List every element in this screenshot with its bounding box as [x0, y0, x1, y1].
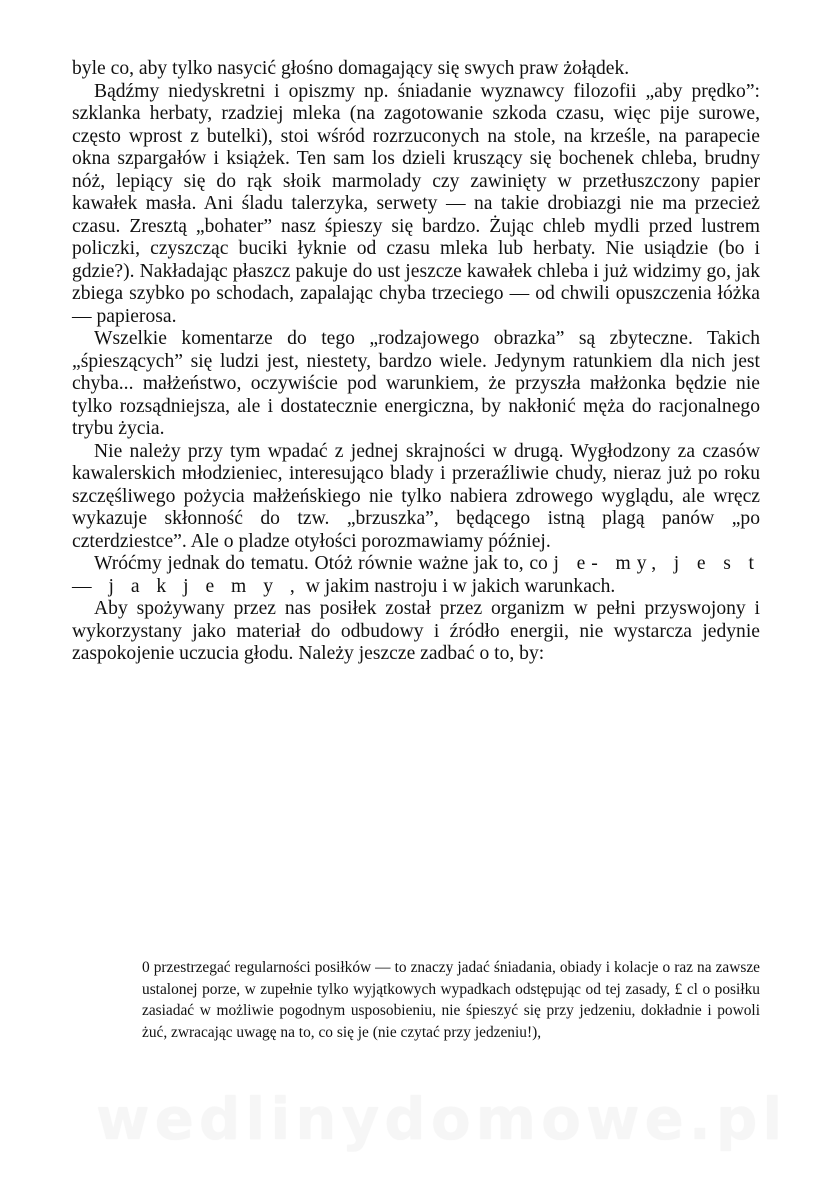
paragraph-3: Wszelkie komentarze do tego „rodzajowego obrazka” są zbyteczne. Takich „śpieszących” się ludzi jest, niestety, bardzo wiele. Jedynym ratunkiem dla nich jest chyba... małżeństwo, oczywiście pod warunkiem, że przyszła małżonka będzie nie tylko rozsądniejsza, ale i dostatecznie energiczna, by nakłonić męża do racjonalnego trybu życia.	[72, 328, 760, 439]
paragraph-5-text-end: w jakim nastroju i w jakich warunkach.	[300, 575, 616, 597]
page-body	[72, 58, 760, 666]
paragraph-5-text: Wróćmy jednak do tematu. Otóż równie ważne jak to, co	[94, 553, 554, 574]
paragraph-5-spaced-text: j e- my, j e s t — j a k j e m y ,	[72, 553, 760, 597]
paragraph-1: byle co, aby tylko nasycić głośno domagający się swych praw żołądek.	[72, 58, 630, 79]
paragraph-2: Bądźmy niedyskretni i opiszmy np. śniadanie wyznawcy filozofii „aby prędko”: szklanka herbaty, rzadziej mleka (na zagotowanie szkoda czasu, więc pije surowe, często wprost z butelki), stoi wśród rozrzuconych na stole, na krześle, na parapecie okna szpargałów i książek. Ten sam los dzieli kruszący się bochenek chleba, brudny nóż, lepiący się do rąk słoik marmolady czy zawinięty w przetłuszczony papier kawałek masła. Ani śladu talerzyka, serwety — na takie drobiazgi nie ma przecież czasu. Zresztą „bohater” nasz śpieszy się bardzo. Żując chleb mydli przed lustrem policzki, czyszcząc buciki łyknie od czasu mleka lub herbaty. Nie usiądzie (bo i gdzie?). Nakładając płaszcz pakuje do ust jeszcze kawałek chleba i już widzimy go, jak zbiega szybko po schodach, zapalając chyba trzeciego — od chwili opuszczenia łóżka — papierosa.	[72, 80, 760, 327]
footnote-list-item: 0 przestrzegać regularności posiłków — to znaczy jadać śniadania, obiady i kolacje o raz na zawsze ustalonej porze, w zupełnie tylko wyjątkowych wypadkach odstępując od tej zasady, £ cl o posiłku zasiadać w możliwie pogodnym usposobieniu, nie śpieszyć się przy jedzeniu, dokładnie i powoli żuć, zwracając uwagę na to, co się je (nie czytać przy jedzeniu!),	[142, 959, 760, 1041]
paragraph-4: Nie należy przy tym wpadać z jednej skrajności w drugą. Wygłodzony za czasów kawalerskich młodzieniec, interesująco blady i przeraźliwie chudy, nieraz już po roku szczęśliwego pożycia małżeńskiego nie tylko nabiera zdrowego wyglądu, ale wręcz wykazuje skłonność do tzw. „brzuszka”, będącego istną plagą panów „po czterdziestce”. Ale o pladze otyłości porozmawiamy później.	[72, 440, 760, 552]
paragraph-5	[72, 553, 760, 598]
watermark: wedlinydomowe.pl	[96, 1085, 788, 1153]
paragraph-6: Aby spożywany przez nas posiłek został przez organizm w pełni przyswojony i wykorzystany jako materiał do odbudowy i źródło energii, nie wystarcza jedynie zaspokojenie uczucia głodu. Należy jeszcze zadbać o to, by:	[72, 598, 760, 664]
